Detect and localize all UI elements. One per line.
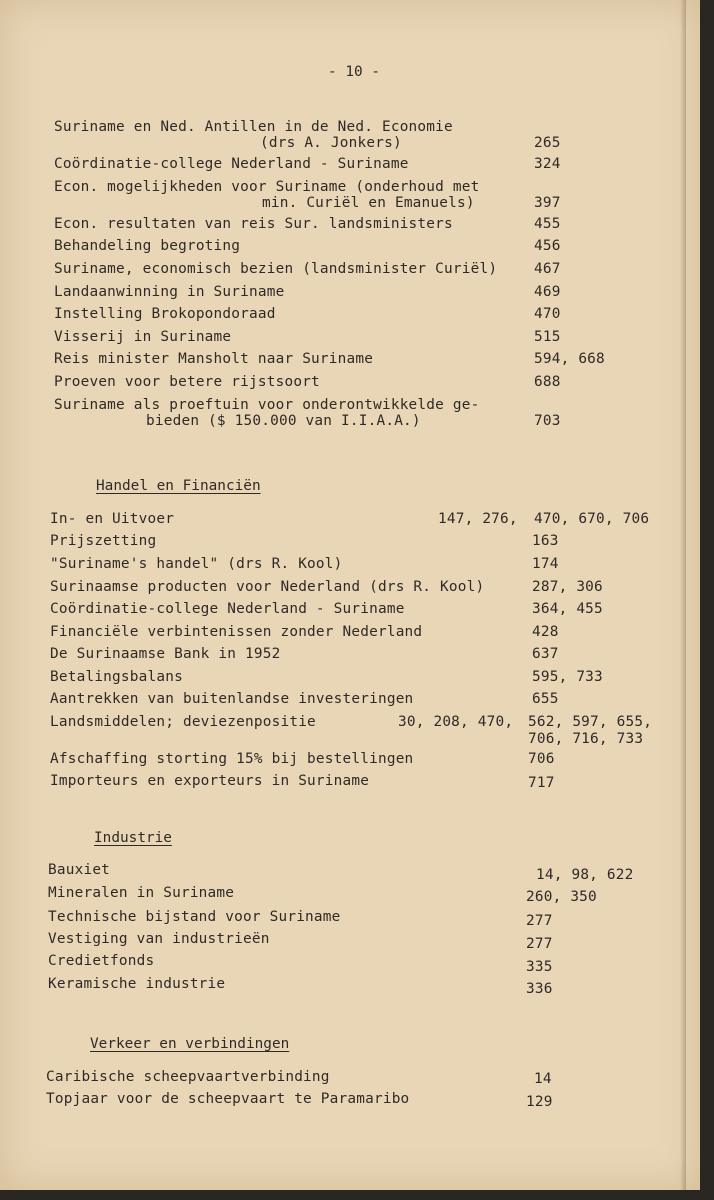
entry-label: Bauxiet [48,862,111,878]
entry-label: In- en Uitvoer [50,511,175,527]
section-heading-verkeer: Verkeer en verbindingen [90,1036,290,1052]
entry-pages: 515 [534,329,561,345]
entry-label: Keramische industrie [48,976,226,992]
entry-pages-leading: 30, 208, 470, [398,714,514,730]
entry-label-cont: min. Curiël en Emanuels) [262,195,475,211]
entry-label: De Surinaamse Bank in 1952 [50,646,281,662]
entry-pages: 265 [534,135,561,151]
section-heading-handel: Handel en Financiën [96,478,261,494]
entry-label: Importeurs en exporteurs in Suriname [50,773,370,789]
entry-pages: 470 [534,306,561,322]
entry-pages: 260, 350 [526,889,597,905]
entry-pages: 335 [526,959,553,975]
entry-pages: 14 [534,1071,552,1087]
entry-label: Behandeling begroting [54,238,241,254]
entry-label: Afschaffing storting 15% bij bestellingen [50,751,414,767]
entry-label-cont: bieden ($ 150.000 van I.I.A.A.) [146,413,421,429]
entry-pages: 467 [534,261,561,277]
entry-pages: 336 [526,981,553,997]
entry-pages: 364, 455 [532,601,603,617]
entry-pages: 717 [528,775,555,791]
entry-label: Mineralen in Suriname [48,885,235,901]
entry-pages-leading: 147, 276, [438,511,518,527]
entry-label: Caribische scheepvaartverbinding [46,1069,330,1085]
entry-pages: 174 [532,556,559,572]
entry-pages: 562, 597, 655, [528,714,653,730]
entry-pages: 456 [534,238,561,254]
entry-pages: 129 [526,1094,553,1110]
entry-label: Landsmiddelen; deviezenpositie [50,714,316,730]
entry-label: Aantrekken van buitenlandse investeringen [50,691,414,707]
entry-pages: 655 [532,691,559,707]
entry-pages: 397 [534,195,561,211]
entry-pages: 688 [534,374,561,390]
entry-label: Proeven voor betere rijstsoort [54,374,320,390]
page-edge-shadow [680,0,686,1190]
entry-pages: 455 [534,216,561,232]
page-number: - 10 - [328,64,380,80]
entry-label: Surinaamse producten voor Nederland (drs R. Kool) [50,579,485,595]
entry-pages-cont: 706, 716, 733 [528,731,644,747]
entry-label-cont: (drs A. Jonkers) [260,135,402,151]
entry-label: Betalingsbalans [50,669,183,685]
entry-pages: 470, 670, 706 [534,511,650,527]
entry-label: Econ. resultaten van reis Sur. landsministers [54,216,453,232]
entry-label: Econ. mogelijkheden voor Suriname (onderhoud met [54,179,480,195]
entry-label: Suriname en Ned. Antillen in de Ned. Economie [54,119,453,135]
entry-pages: 14, 98, 622 [536,867,634,883]
entry-label: Landaanwinning in Suriname [54,284,285,300]
entry-pages: 637 [532,646,559,662]
entry-label: Reis minister Mansholt naar Suriname [54,351,374,367]
entry-label: Vestiging van industrieën [48,931,270,947]
entry-label: "Suriname's handel" (drs R. Kool) [50,556,343,572]
entry-label: Financiële verbintenissen zonder Nederland [50,624,423,640]
entry-label: Coördinatie-college Nederland - Suriname [50,601,405,617]
entry-label: Coördinatie-college Nederland - Suriname [54,156,409,172]
entry-pages: 277 [526,913,553,929]
entry-pages: 277 [526,936,553,952]
entry-pages: 324 [534,156,561,172]
entry-label: Topjaar voor de scheepvaart te Paramaribo [46,1091,410,1107]
entry-pages: 163 [532,533,559,549]
section-heading-industrie: Industrie [94,830,172,846]
entry-pages: 594, 668 [534,351,605,367]
entry-pages: 428 [532,624,559,640]
entry-label: Visserij in Suriname [54,329,232,345]
entry-pages: 469 [534,284,561,300]
entry-pages: 287, 306 [532,579,603,595]
entry-label: Suriname als proeftuin voor onderontwikkelde ge- [54,397,480,413]
entry-pages: 595, 733 [532,669,603,685]
entry-pages: 706 [528,751,555,767]
entry-label: Suriname, economisch bezien (landsminister Curiël) [54,261,498,277]
entry-pages: 703 [534,413,561,429]
entry-label: Credietfonds [48,953,155,969]
entry-label: Technische bijstand voor Suriname [48,909,341,925]
entry-label: Instelling Brokopondoraad [54,306,276,322]
entry-label: Prijszetting [50,533,157,549]
